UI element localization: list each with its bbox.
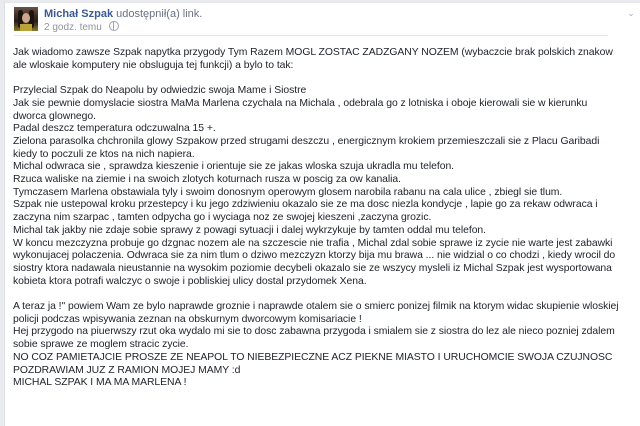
paragraph-intro bbox=[13, 47, 623, 72]
post-body bbox=[13, 47, 623, 390]
globe-icon[interactable] bbox=[109, 21, 119, 31]
post-line: Jak wiadomo zawsze Szpak napytka przygody Tym Razem MOGL ZOSTAC ZADZGANY NOZEM (wybaczcie brak polskich znakow ale wloskaie komputery nie obsluguja tej funkcji) a bylo to tak: bbox=[13, 47, 613, 71]
post-line: Michal tak jakby nie zdaje sobie sprawy z powagi sytuacji i dalej wykrzykuje by tamten oddal mu telefon. bbox=[13, 224, 486, 236]
post-action-text: udostępnił(a) link. bbox=[116, 8, 203, 20]
post-meta bbox=[44, 8, 202, 20]
post-line: W koncu mezczyzna probuje go dzgnac nozem ale na szczescie nie trafia , Michal zdal sobie sprawe iz zycie nie warte jest zabawki wykonujacej polaczenia. Odwraca sie za nim tlum o dziwo mezczyzn ktorzy bija mu brawa ... nie widzial o co chodzi , kiedy wrocil do siostry ktora nadawala nieustannie na wysokim poziomie decybeli okazalo sie ze wszycy mysleli iz Michal Szpak jest wysportowana kobieta ktora potrafi walczyc o swoje i pobliskiej ulicy dostal przydomek Xena. bbox=[13, 237, 616, 287]
post-line: Michal odwraca sie , sprawdza kieszenie i orientuje sie ze jakas wloska szuja ukradla mu telefon. bbox=[13, 161, 455, 173]
post-line: Rzuca waliske na ziemie i na swoich zlotych koturnach rusza w poscig za ow kanalia. bbox=[13, 174, 401, 186]
post-line: Zielona parasolka chchronila glowy Szpakow przed strugami deszczu , energicznym krokiem przemieszczali sie z Placu Garibadi kiedy to poczuli ze ktos na nich napiera. bbox=[13, 135, 600, 160]
avatar-shirt bbox=[20, 24, 32, 31]
post-line: NO COZ PAMIETAJCIE PROSZE ZE NEAPOL TO NIEBEZPIECZNE ACZ PIEKNE MIASTO I URUCHOMCIE SWOJA CZUJNOSC bbox=[13, 351, 613, 363]
paragraph-gap bbox=[13, 288, 623, 301]
post-timestamp-link[interactable]: 2 godz. temu bbox=[44, 22, 102, 33]
author-name-link[interactable]: Michał Szpak bbox=[44, 8, 114, 20]
post-line: POZDRAWIAM JUZ Z RAMION MOJEJ MAMY :d bbox=[13, 364, 241, 376]
post-card bbox=[4, 2, 640, 426]
post-time-row bbox=[44, 21, 119, 33]
paragraph-gap bbox=[13, 72, 623, 85]
post-line: Padal deszcz temperatura odczuwalna 15 +. bbox=[13, 123, 216, 135]
post-header bbox=[14, 7, 614, 35]
avatar-face bbox=[22, 13, 30, 23]
paragraph-story bbox=[13, 85, 623, 288]
post-line: Szpak nie ustepowal kroku przestepcy i ku jego zdziwieniu okazalo sie ze ma dosc niezla kondycje , lapie go za rekaw odwraca i zaczyna nim szarpac , tamten odpycha go i wyciaga noz ze swojej kieszeni ,zaczyna grozic. bbox=[13, 199, 598, 224]
post-line: Tymczasem Marlena obstawiala tyly i swoim donosnym operowym glosem narobila rabanu na cala ulice , zbiegl sie tlum. bbox=[13, 186, 563, 198]
post-line: MICHAL SZPAK I MA MA MARLENA ! bbox=[13, 377, 187, 389]
chevron-down-icon[interactable]: ⌄ bbox=[627, 8, 635, 18]
header-divider bbox=[14, 35, 608, 36]
author-avatar[interactable] bbox=[14, 7, 38, 31]
post-line: A teraz ja !" powiem Wam ze bylo naprawde groznie i naprawde otalem sie o smierc ponizej filmik na ktorym widac skupienie wloskiej policji podczas wpisywania zeznan na obskurnym dworcowym komisariacie ! bbox=[13, 301, 619, 325]
paragraph-closing bbox=[13, 301, 623, 390]
post-line: Przylecial Szpak do Neapolu by odwiedzic swoja Mame i Siostre bbox=[13, 85, 307, 97]
post-line: Hej przygodo na piuerwszy rzut oka wydalo mi sie to dosc zabawna przygoda i smialem sie z siostra do lez ale nieco pozniej zdalem sobie sprawe ze moglem stracic zycie. bbox=[13, 326, 615, 351]
post-line: Jak sie pewnie domyslacie siostra MaMa Marlena czychala na Michala , odebrala go z lotniska i oboje kierowali sie w kierunku dworca glownego. bbox=[13, 97, 588, 122]
